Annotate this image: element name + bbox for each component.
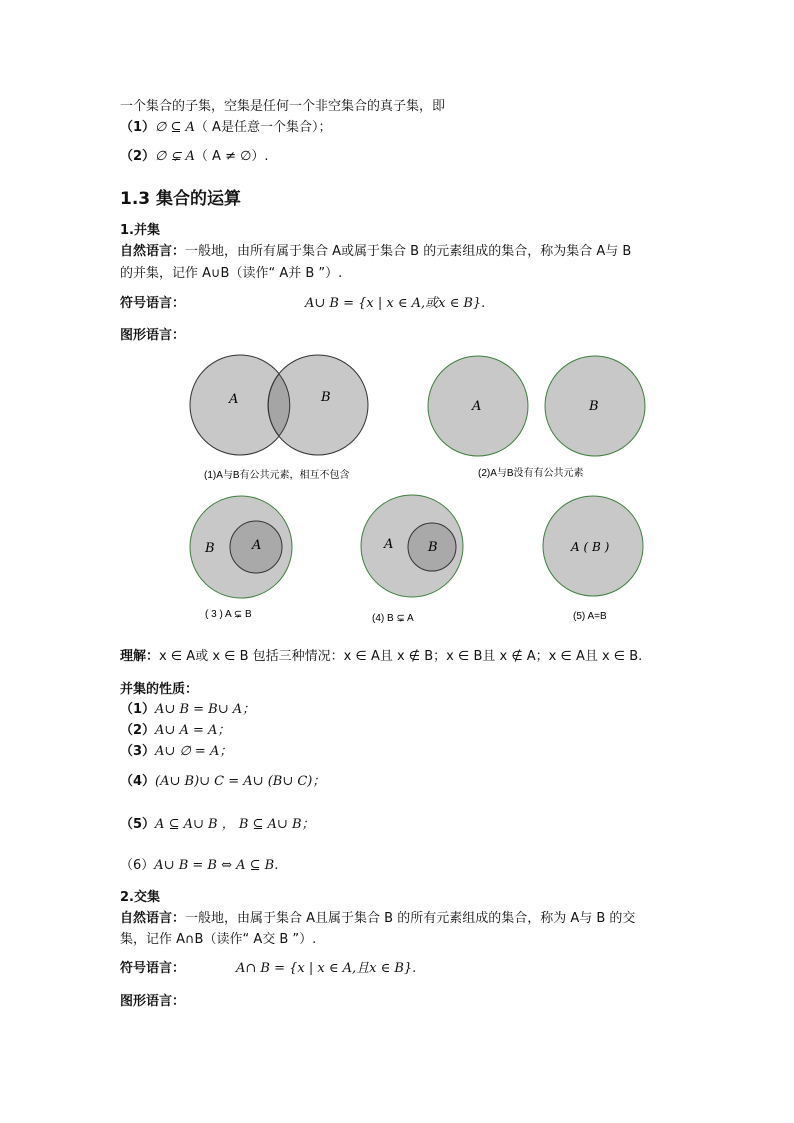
prop-number: （5） [120, 817, 156, 832]
prop-number: （2） [120, 723, 156, 738]
prop-item [120, 701, 255, 719]
item-math: ∅ ⊆ A [155, 120, 195, 135]
prop-item [120, 816, 315, 834]
caption-1: (1)A与B有公共元素，相互不包含 [204, 470, 350, 481]
label-b: B [205, 541, 215, 556]
prop-text: (A∪ B)∪ C = A∪ (B∪ C)； [155, 774, 326, 789]
prop-number: （1） [120, 702, 156, 717]
union-heading: 1.并集 [120, 223, 160, 238]
label-b: B [321, 390, 331, 405]
label-a: A [252, 538, 262, 553]
prop-item [120, 722, 230, 740]
intro-line: 一个集合的子集，空集是任何一个非空集合的真子集，即 [120, 99, 446, 114]
union-natural-language-cont: 的并集，记作 A∪B（读作“ A并 B ”）. [120, 266, 343, 281]
intersection-figure-label: 图形语言： [120, 994, 186, 1009]
understand-label: 理解： [120, 649, 160, 664]
prop-text: A ⊆ A∪ B ， B ⊆ A∪ B； [155, 817, 315, 832]
section-title: 1.3 集合的运算 [120, 189, 242, 209]
prop-item [120, 743, 232, 761]
label-b: B [589, 399, 599, 414]
intersection-heading: 2.交集 [120, 890, 160, 905]
label-ab: A ( B ) [571, 540, 610, 554]
union-symbol-formula: A∪ B = {x | x ∈ A,或x ∈ B}. [305, 296, 486, 311]
caption-5: (5) A=B [573, 611, 607, 622]
prop-item [120, 773, 325, 791]
caption-3: ( 3 ) A ⊊ B [205, 609, 252, 620]
prop-number: （6） [120, 858, 155, 873]
item-number: （1） [120, 120, 156, 135]
item-text: （ A ≠ ∅）. [194, 149, 269, 164]
prop-text: A∪ B = B ⇔ A ⊆ B. [154, 858, 279, 873]
label-b: B [428, 540, 438, 555]
natural-text: 一般地，由所有属于集合 A或属于集合 B 的元素组成的集合，称为集合 A与 B [185, 244, 632, 259]
venn-3-a-in-b [190, 496, 292, 620]
union-understanding [120, 648, 642, 666]
union-figure-label: 图形语言： [120, 328, 186, 343]
caption-2: (2)A与B没有有公共元素 [478, 468, 584, 479]
prop-item [120, 857, 278, 875]
intersection-natural-language-cont: 集，记作 A∩B（读作“ A交 B ”）. [120, 932, 317, 947]
item-math: ∅ ⊊ A [155, 149, 195, 164]
symbol-label: 符号语言： [120, 961, 186, 976]
intersection-symbol-formula: A∩ B = {x | x ∈ A,且x ∈ B}. [236, 961, 417, 976]
item-text: （ A是任意一个集合）； [194, 120, 332, 135]
understand-text: x ∈ A或 x ∈ B 包括三种情况：x ∈ A且 x ∉ B；x ∈ B且 x ∉ A；x ∈ A且 x ∈ B. [159, 649, 643, 664]
caption-4: (4) B ⊊ A [372, 613, 414, 624]
prop-number: （3） [120, 744, 156, 759]
label-a: A [229, 392, 239, 407]
prop-text: A∪ B = B∪ A； [155, 702, 256, 717]
label-a: A [384, 537, 394, 552]
natural-label: 自然语言： [120, 911, 186, 926]
prop-number: （4） [120, 774, 156, 789]
natural-label: 自然语言： [120, 244, 186, 259]
venn-5-equal [543, 496, 643, 622]
venn-4-b-in-a [361, 495, 463, 624]
union-props-label: 并集的性质： [120, 682, 199, 697]
item-number: （2） [120, 149, 156, 164]
label-a: A [472, 399, 482, 414]
natural-text: 一般地，由属于集合 A且属于集合 B 的所有元素组成的集合，称为 A与 B 的交 [185, 911, 636, 926]
prop-text: A∪ A = A； [155, 723, 231, 738]
venn-1-overlapping [190, 355, 368, 481]
intersection-natural-language [120, 910, 635, 928]
prop-text: A∪ ∅ = A； [155, 744, 233, 759]
intersection-symbol-language [120, 960, 185, 978]
venn-2-disjoint [428, 356, 645, 479]
symbol-label: 符号语言： [120, 296, 186, 311]
